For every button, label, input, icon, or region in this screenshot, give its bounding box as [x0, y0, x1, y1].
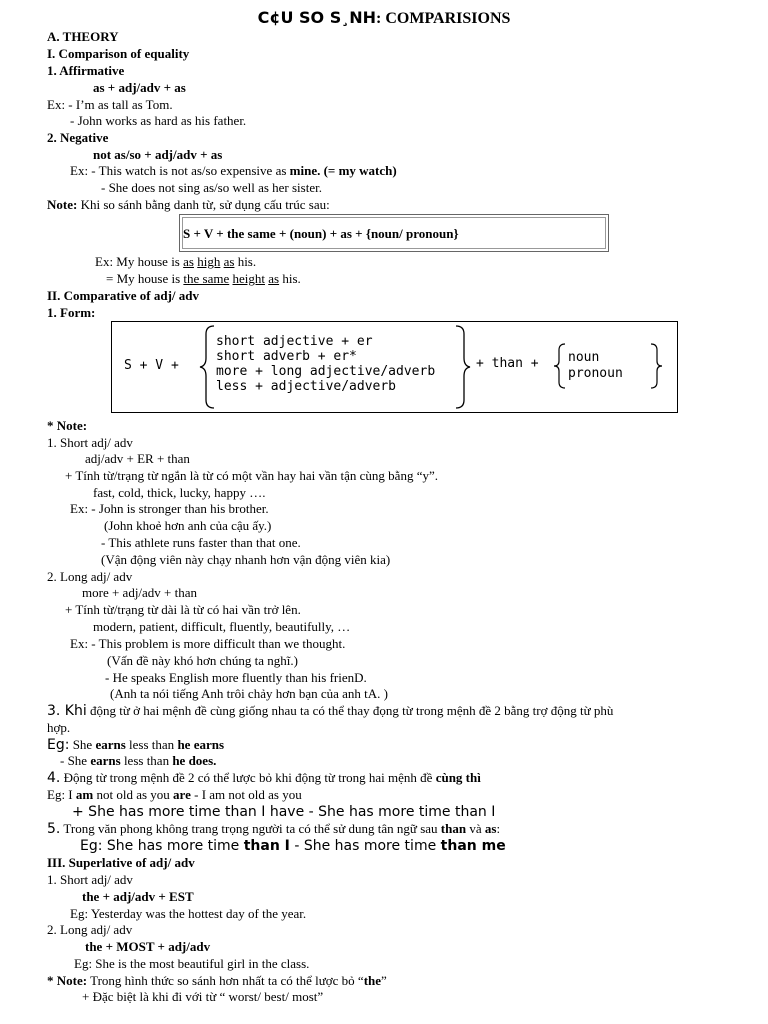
long-adj-list: modern, patient, difficult, fluently, beautifully, …	[93, 619, 351, 634]
rule-3-line-2: hợp.	[47, 720, 71, 735]
affirmative-heading: 1. Affirmative	[47, 63, 125, 78]
short-adj-formula: adj/adv + ER + than	[85, 451, 190, 466]
form-item-2: short adverb + er*	[216, 349, 357, 364]
note-same: Note: Khi so sánh bằng danh từ, sử dụng cấu trúc sau:	[47, 197, 330, 212]
section-ii-heading: II. Comparative of adj/ adv	[47, 288, 200, 303]
superlative-short-heading: 1. Short adj/ adv	[47, 872, 133, 887]
short-adj-example-1: Ex: - John is stronger than his brother.	[70, 501, 269, 516]
section-a-heading: A. THEORY	[47, 29, 119, 44]
form-item-3: more + long adjective/adverb	[216, 364, 436, 379]
long-adj-translation-2: (Anh ta nói tiếng Anh trôi chảy hơn bạn của anh tA. )	[110, 686, 389, 701]
superlative-long-heading: 2. Long adj/ adv	[47, 922, 133, 937]
section-i-heading: I. Comparison of equality	[47, 46, 190, 61]
superlative-long-example: Eg: She is the most beautiful girl in the class.	[74, 956, 310, 971]
form-heading: 1. Form:	[47, 305, 96, 320]
short-adj-example-2: - This athlete runs faster than that one.	[101, 535, 301, 550]
affirmative-example-1: Ex: - I’m as tall as Tom.	[47, 97, 173, 112]
superlative-short-example: Eg: Yesterday was the hottest day of the year.	[70, 906, 307, 921]
note-heading: * Note:	[47, 418, 88, 433]
house-example-2: = My house is the same height as his.	[106, 271, 301, 286]
negative-heading: 2. Negative	[47, 130, 109, 145]
comparative-form-box	[111, 321, 678, 413]
affirmative-example-2: - John works as hard as his father.	[70, 113, 247, 128]
superlative-short-formula: the + adj/adv + EST	[82, 889, 194, 904]
form-item-1: short adjective + er	[216, 334, 373, 349]
superlative-note-line-2: + Đặc biệt là khi đi với từ “ worst/ best/ most”	[82, 989, 324, 1004]
right-brace-small-icon	[648, 342, 664, 390]
form-lead: S + V +	[124, 358, 179, 373]
long-adj-formula: more + adj/adv + than	[82, 585, 198, 600]
long-adj-example-2: - He speaks English more fluently than his frienD.	[105, 670, 367, 685]
rule-4-line-1: 4. Động từ trong mệnh đề 2 có thể lược bỏ khi động từ trong hai mệnh đề cùng thì	[47, 770, 481, 786]
form-item-4: less + adjective/adverb	[216, 379, 397, 394]
rule-4-example-2: + She has more time than I have - She has more time than I	[72, 804, 496, 820]
rule-4-example-1: Eg: I am not old as you are - I am not old as you	[47, 787, 302, 802]
affirmative-formula: as + adj/adv + as	[93, 80, 186, 95]
superlative-long-formula: the + MOST + adj/adv	[85, 939, 211, 954]
negative-formula: not as/so + adj/adv + as	[93, 147, 223, 162]
long-adj-rule: + Tính từ/trạng từ dài là từ có hai vần trở lên.	[65, 602, 301, 617]
form-right-noun: noun	[568, 350, 600, 365]
section-iii-heading: III. Superlative of adj/ adv	[47, 855, 195, 870]
long-adj-example-1: Ex: - This problem is more difficult than we thought.	[70, 636, 346, 651]
negative-example-1: Ex: - This watch is not as/so expensive as mine. (= my watch)	[70, 163, 397, 178]
rule-3-line-1: 3. Khi động từ ở hai mệnh đề cùng giống nhau ta có thể thay đọng từ trong mệnh đề 2 bằng trợ động từ phù	[47, 703, 614, 719]
short-adj-list: fast, cold, thick, lucky, happy ….	[93, 485, 266, 500]
rule-3-example-2: - She earns less than he does.	[60, 753, 217, 768]
rule-5-example: Eg: She has more time than I - She has more time than me	[80, 838, 506, 854]
long-adj-heading: 2. Long adj/ adv	[47, 569, 133, 584]
left-brace-icon	[198, 324, 218, 410]
short-adj-heading: 1. Short adj/ adv	[47, 435, 133, 450]
form-right-pronoun: pronoun	[568, 366, 623, 381]
left-brace-small-icon	[552, 342, 568, 390]
page-title: C¢U SO S¸NH: COMPARISIONS	[257, 8, 511, 27]
negative-example-2: - She does not sing as/so well as her sister.	[101, 180, 322, 195]
short-adj-rule: + Tính từ/trạng từ ngắn là từ có một vần hay hai vần tận cùng bằng “y”.	[65, 468, 438, 483]
form-than: + than +	[476, 356, 539, 371]
same-structure-formula: S + V + the same + (noun) + as + {noun/ pronoun}	[183, 226, 459, 241]
rule-3-example-1: Eg: She earns less than he earns	[47, 737, 225, 753]
house-example-1: Ex: My house is as high as his.	[95, 254, 257, 269]
short-adj-translation-2: (Vận động viên này chạy nhanh hơn vận động viên kia)	[101, 552, 391, 567]
rule-5-line-1: 5. Trong văn phong không trang trọng người ta có thể sử dung tân ngữ sau than và as:	[47, 821, 501, 837]
superlative-note: * Note: Trong hình thức so sánh hơn nhất ta có thể lược bỏ “the”	[47, 973, 387, 988]
long-adj-translation-1: (Vấn đề này khó hơn chúng ta nghĩ.)	[107, 653, 298, 668]
short-adj-translation-1: (John khoẻ hơn anh của cậu ấy.)	[104, 518, 272, 533]
right-brace-icon	[452, 324, 472, 410]
